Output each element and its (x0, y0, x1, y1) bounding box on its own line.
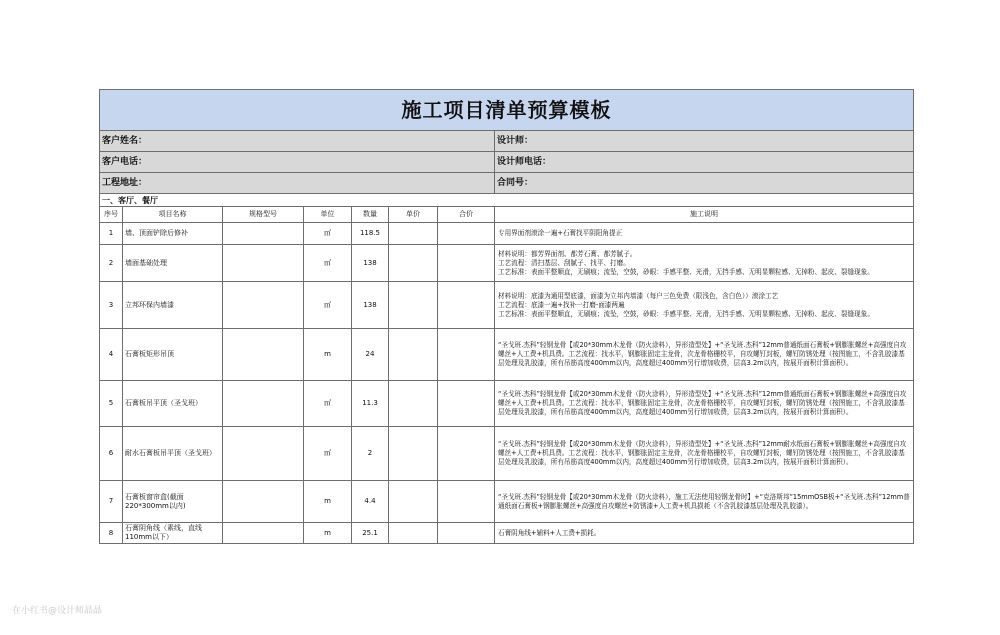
row-qty[interactable]: 118.5 (352, 223, 389, 245)
row-name[interactable]: 石膏阴角线（素线，直线110mm以下） (123, 523, 223, 544)
row-total[interactable] (438, 329, 495, 381)
header-name: 项目名称 (123, 207, 223, 223)
row-qty[interactable]: 2 (352, 427, 389, 481)
row-spec[interactable] (223, 481, 304, 523)
row-desc[interactable]: “圣戈班.杰科”轻钢龙骨【或20*30mm木龙骨（防火涂料），异形造型处】+“圣戈班.杰科”12mm普通纸面石膏板+钢膨胀螺丝+高强度自攻螺丝+人工费+机具费。工艺流程：找水平，钢膨胀固定主龙骨，次龙骨格栅校平，自攻螺钉封板，螺钉防锈处理（按图施工，不含乳胶漆基层处理及乳胶漆，所有吊筋高度400mm以内，高度超过400mm另行增加收费，层高3.2m以内，按展开面积计算面积）。 (495, 329, 914, 381)
table-row (100, 523, 914, 544)
row-unit[interactable]: ㎡ (304, 282, 352, 329)
row-total[interactable] (438, 245, 495, 282)
row-spec[interactable] (223, 329, 304, 381)
row-qty[interactable]: 4.4 (352, 481, 389, 523)
row-unit[interactable]: m (304, 481, 352, 523)
row-desc[interactable]: “圣戈班.杰科”轻钢龙骨【或20*30mm木龙骨（防火涂料），异形造型处】+“圣戈班.杰科”12mm耐水纸面石膏板+钢膨胀螺丝+高强度自攻螺丝+人工费+机具费。工艺流程：找水平，钢膨胀固定主龙骨，次龙骨格栅校平，自攻螺钉封板，螺钉防锈处理（按图施工，不含乳胶漆基层处理及乳胶漆，所有吊筋高度400mm以内，高度超过400mm另行增加收费，层高3.2m以内，按展开面积计算面积）。 (495, 427, 914, 481)
row-spec[interactable] (223, 381, 304, 427)
budget-table (99, 89, 914, 544)
row-no[interactable]: 2 (100, 245, 123, 282)
customer-phone-field[interactable]: 客户电话： (100, 152, 495, 173)
row-no[interactable]: 3 (100, 282, 123, 329)
budget-sheet (99, 89, 913, 544)
table-row (100, 223, 914, 245)
row-name[interactable]: 墙面基础处理 (123, 245, 223, 282)
row-qty[interactable]: 24 (352, 329, 389, 381)
row-desc[interactable]: 专用界面剂滚涂一遍+石膏找平阴阳角提正 (495, 223, 914, 245)
row-spec[interactable] (223, 282, 304, 329)
row-price[interactable] (389, 282, 438, 329)
row-desc[interactable]: “圣戈班.杰科”轻钢龙骨【或20*30mm木龙骨（防火涂料），施工无法使用轻钢龙骨时】+“克洛斯邦”15mmOSB板+“圣戈班.杰科”12mm普通纸面石膏板+钢膨胀螺丝+高强度自攻螺丝+防锈漆+人工费+机具损耗（不含乳胶漆基层处理及乳胶漆）。 (495, 481, 914, 523)
row-name[interactable]: 立邦环保内墙漆 (123, 282, 223, 329)
row-qty[interactable]: 25.1 (352, 523, 389, 544)
header-total: 合价 (438, 207, 495, 223)
header-qty: 数量 (352, 207, 389, 223)
designer-phone-field[interactable]: 设计师电话： (495, 152, 914, 173)
row-desc[interactable]: “圣戈班.杰科”轻钢龙骨【或20*30mm木龙骨（防火涂料），异形造型处】+“圣戈班.杰科”12mm普通纸面石膏板+钢膨胀螺丝+高强度自攻螺丝+人工费+机具费。工艺流程：找水平，钢膨胀固定主龙骨，次龙骨格栅校平，自攻螺钉封板，螺钉防锈处理（按图施工，不含乳胶漆基层处理及乳胶漆，所有吊筋高度400mm以内，高度超过400mm另行增加收费，层高3.2m以内，按展开面积计算面积）。 (495, 381, 914, 427)
table-row (100, 329, 914, 381)
row-total[interactable] (438, 381, 495, 427)
row-no[interactable]: 6 (100, 427, 123, 481)
row-spec[interactable] (223, 245, 304, 282)
row-total[interactable] (438, 481, 495, 523)
row-unit[interactable]: ㎡ (304, 223, 352, 245)
row-name[interactable]: 墙、顶面铲除后修补 (123, 223, 223, 245)
contract-no-field[interactable]: 合同号： (495, 173, 914, 194)
row-total[interactable] (438, 223, 495, 245)
row-price[interactable] (389, 427, 438, 481)
row-unit[interactable]: ㎡ (304, 381, 352, 427)
row-no[interactable]: 5 (100, 381, 123, 427)
row-name[interactable]: 耐水石膏板吊平顶（圣戈班） (123, 427, 223, 481)
row-spec[interactable] (223, 427, 304, 481)
row-price[interactable] (389, 329, 438, 381)
watermark-text: 在小红书@设计师晶晶 (12, 606, 103, 616)
row-no[interactable]: 4 (100, 329, 123, 381)
row-desc[interactable]: 材料说明：都芳界面剂、都芳石膏、都芳腻子。 工艺流程：清扫基层、刮腻子、找平、打磨。 工艺标准：表面平整顺直，无刷痕；流坠，空鼓，砂眼：手感平整、光滑，无挡手感、无明显颗粒感、无掉粉、起皮、裂缝现象。 (495, 245, 914, 282)
row-price[interactable] (389, 481, 438, 523)
row-unit[interactable]: ㎡ (304, 427, 352, 481)
customer-name-field[interactable]: 客户姓名： (100, 131, 495, 152)
table-row (100, 481, 914, 523)
header-spec: 规格型号 (223, 207, 304, 223)
header-desc: 施工说明 (495, 207, 914, 223)
header-price: 单价 (389, 207, 438, 223)
row-unit[interactable]: m (304, 329, 352, 381)
row-total[interactable] (438, 427, 495, 481)
header-unit: 单位 (304, 207, 352, 223)
row-name[interactable]: 石膏板吊平顶（圣戈班） (123, 381, 223, 427)
row-no[interactable]: 7 (100, 481, 123, 523)
row-no[interactable]: 8 (100, 523, 123, 544)
row-price[interactable] (389, 223, 438, 245)
row-unit[interactable]: ㎡ (304, 245, 352, 282)
row-unit[interactable]: m (304, 523, 352, 544)
table-row (100, 381, 914, 427)
row-price[interactable] (389, 523, 438, 544)
header-no: 序号 (100, 207, 123, 223)
row-price[interactable] (389, 381, 438, 427)
table-row (100, 427, 914, 481)
row-spec[interactable] (223, 523, 304, 544)
section-title: 一、客厅、餐厅 (100, 194, 914, 207)
row-no[interactable]: 1 (100, 223, 123, 245)
row-desc[interactable]: 石膏阴角线+辅料+人工费+损耗。 (495, 523, 914, 544)
designer-field[interactable]: 设计师： (495, 131, 914, 152)
table-row (100, 245, 914, 282)
page-title: 施工项目清单预算模板 (100, 90, 914, 131)
row-desc[interactable]: 材料说明：底漆为通用型底漆，面漆为立邦内墙漆（每户三色免费（限浅色，含白色））滚涂工艺 工艺流程：底漆一遍+找补一打磨-面漆两遍 工艺标准：表面平整顺直，无刷痕；流坠，空鼓，砂眼：手感平整、光滑，无挡手感、无明显颗粒感、无掉粉、起皮、裂缝现象。 (495, 282, 914, 329)
row-total[interactable] (438, 523, 495, 544)
row-qty[interactable]: 11.3 (352, 381, 389, 427)
row-total[interactable] (438, 282, 495, 329)
row-spec[interactable] (223, 223, 304, 245)
row-name[interactable]: 石膏板窗帘盒(截面220*300mm以内) (123, 481, 223, 523)
table-row (100, 282, 914, 329)
row-qty[interactable]: 138 (352, 282, 389, 329)
project-address-field[interactable]: 工程地址： (100, 173, 495, 194)
row-qty[interactable]: 138 (352, 245, 389, 282)
row-price[interactable] (389, 245, 438, 282)
row-name[interactable]: 石膏板矩形吊顶 (123, 329, 223, 381)
